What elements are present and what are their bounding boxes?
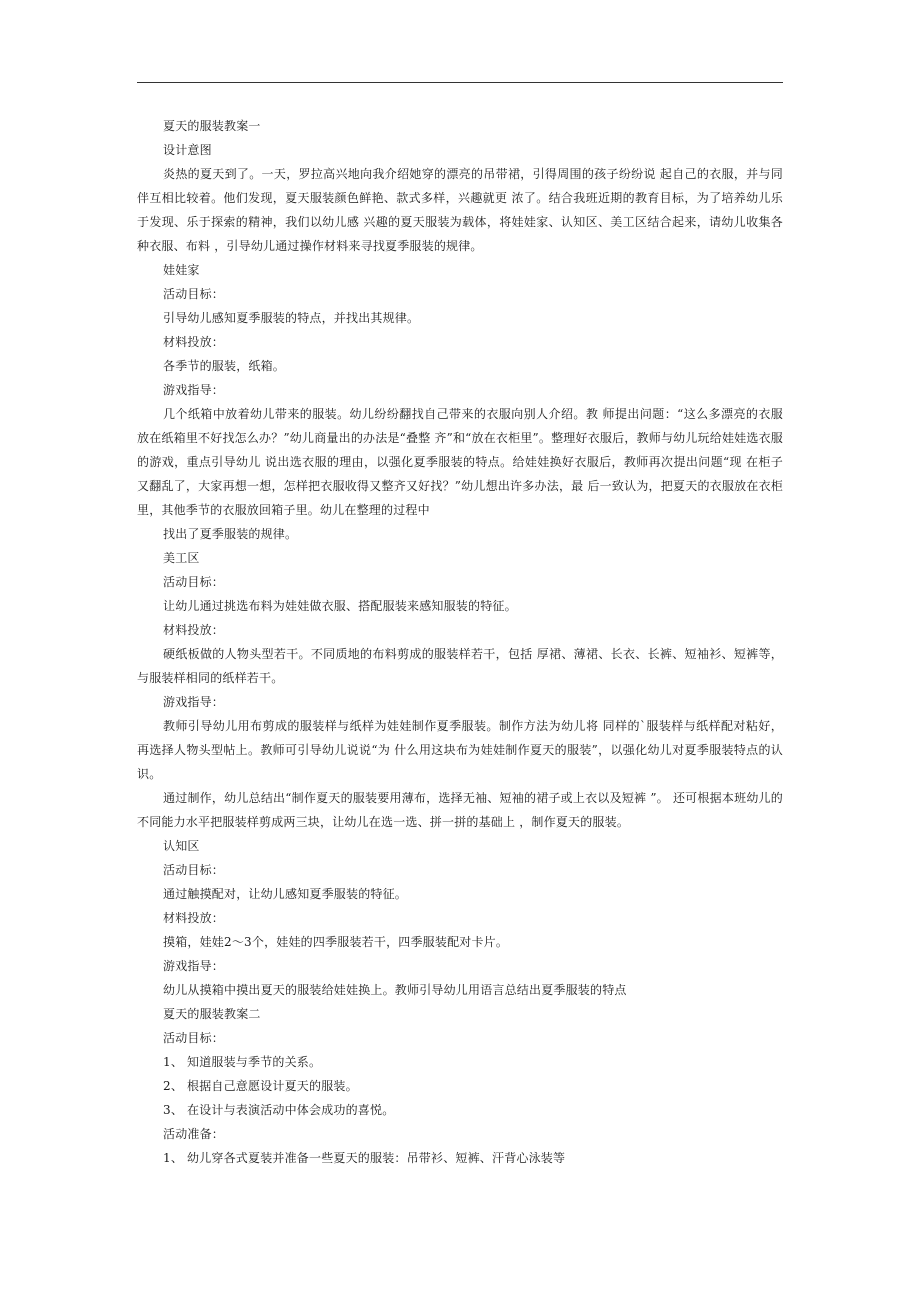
list-text: 根据自己意愿设计夏天的服装。 bbox=[187, 1079, 358, 1093]
design-paragraph: 炎热的夏天到了。一天，罗拉高兴地向我介绍她穿的漂亮的吊带裙，引得周围的孩子纷纷说 起自己的衣服，并与同伴互相比较着。他们发现，夏天服装颜色鲜艳、款式多样，兴趣就更 浓了。结合我班近期的教育目标，为了培养幼儿乐于发现、乐于探索的精神，我们以幼儿感 兴趣的夏天服装为载体，将娃娃家、认知区、美工区结合起来，请幼儿收集各种衣服、布料 ，引导幼儿通过操作材料来寻找夏季服装的规律。 bbox=[137, 167, 783, 253]
cog-guide-text: 幼儿从摸箱中摸出夏天的服装给娃娃换上。教师引导幼儿用语言总结出夏季服装的特点 bbox=[163, 983, 627, 997]
list-item bbox=[137, 1098, 783, 1122]
plan2-prep-label: 活动准备： bbox=[163, 1127, 225, 1141]
plan2-goal-label: 活动目标： bbox=[163, 1031, 225, 1045]
art-guide-paragraph: 教师引导幼儿用布剪成的服装样与纸样为娃娃制作夏季服装。制作方法为幼儿将 同样的`服装样与纸样配对粘好，再选择人物头型帖上。教师可引导幼儿说说“为 什么用这块布为娃娃制作夏天的服装”，以强化幼儿对夏季服装特点的认识。 bbox=[137, 719, 783, 781]
document-body bbox=[137, 114, 783, 1170]
header-rule bbox=[137, 82, 783, 83]
doll-material-label: 材料投放： bbox=[163, 335, 225, 349]
doll-material-text: 各季节的服装，纸箱。 bbox=[163, 359, 286, 373]
list-number: 3、 bbox=[163, 1103, 184, 1117]
section-heading-cognition: 认知区 bbox=[163, 839, 200, 853]
doll-guide-paragraph: 几个纸箱中放着幼儿带来的服装。幼儿纷纷翻找自己带来的衣服向别人介绍。教 师提出问题：“这么多漂亮的衣服放在纸箱里不好找怎么办？”幼儿商量出的办法是“叠整 齐”和“放在衣柜里”。整理好衣服后，教师与幼儿玩给娃娃选衣服的游戏，重点引导幼儿 说出选衣服的理由，以强化夏季服装的特点。给娃娃换好衣服后，教师再次提出问题“现 在柜子又翻乱了，大家再想一想，怎样把衣服收得又整齐又好找？”幼儿想出许多办法，最 后一致认为，把夏天的衣服放在衣柜里，其他季节的衣服放回箱子里。幼儿在整理的过程中 bbox=[137, 407, 783, 517]
lesson-title-1: 夏天的服装教案一 bbox=[163, 119, 261, 133]
section-heading-art: 美工区 bbox=[163, 551, 200, 565]
section-heading-design: 设计意图 bbox=[163, 143, 212, 157]
doll-goal-text: 引导幼儿感知夏季服装的特点，并找出其规律。 bbox=[163, 311, 420, 325]
list-number: 2、 bbox=[163, 1079, 184, 1093]
cog-material-text: 摸箱，娃娃2～3个，娃娃的四季服装若干，四季服装配对卡片。 bbox=[163, 935, 509, 949]
list-text: 幼儿穿各式夏装并准备一些夏天的服装：吊带衫、短裤、汗背心泳装等 bbox=[187, 1151, 566, 1165]
list-item bbox=[137, 1146, 783, 1170]
cog-goal-label: 活动目标： bbox=[163, 863, 225, 877]
cog-goal-text: 通过触摸配对，让幼儿感知夏季服装的特征。 bbox=[163, 887, 408, 901]
doll-guide-tail: 找出了夏季服装的规律。 bbox=[163, 527, 298, 541]
list-number: 1、 bbox=[163, 1151, 184, 1165]
cog-material-label: 材料投放： bbox=[163, 911, 225, 925]
art-goal-text: 让幼儿通过挑选布料为娃娃做衣服、搭配服装来感知服装的特征。 bbox=[163, 599, 517, 613]
lesson-title-2: 夏天的服装教案二 bbox=[163, 1007, 261, 1021]
art-material-label: 材料投放： bbox=[163, 623, 225, 637]
list-item bbox=[137, 1050, 783, 1074]
art-goal-label: 活动目标： bbox=[163, 575, 225, 589]
art-summary-paragraph: 通过制作，幼儿总结出“制作夏天的服装要用薄布，选择无袖、短袖的裙子或上衣以及短裤 ”。 还可根据本班幼儿的不同能力水平把服装样剪成两三块，让幼儿在选一选、拼一拼的基础上 ，制作夏天的服装。 bbox=[137, 791, 783, 829]
list-text: 知道服装与季节的关系。 bbox=[187, 1055, 322, 1069]
cog-guide-label: 游戏指导： bbox=[163, 959, 225, 973]
list-number: 1、 bbox=[163, 1055, 184, 1069]
doll-goal-label: 活动目标： bbox=[163, 287, 225, 301]
section-heading-doll-house: 娃娃家 bbox=[163, 263, 200, 277]
art-guide-label: 游戏指导： bbox=[163, 695, 225, 709]
doll-guide-label: 游戏指导： bbox=[163, 383, 225, 397]
list-text: 在设计与表演活动中体会成功的喜悦。 bbox=[187, 1103, 395, 1117]
list-item bbox=[137, 1074, 783, 1098]
art-material-paragraph: 硬纸板做的人物头型若干。不同质地的布料剪成的服装样若干，包括 厚裙、薄裙、长衣、长裤、短袖衫、短裤等，与服装样相同的纸样若干。 bbox=[137, 647, 783, 685]
